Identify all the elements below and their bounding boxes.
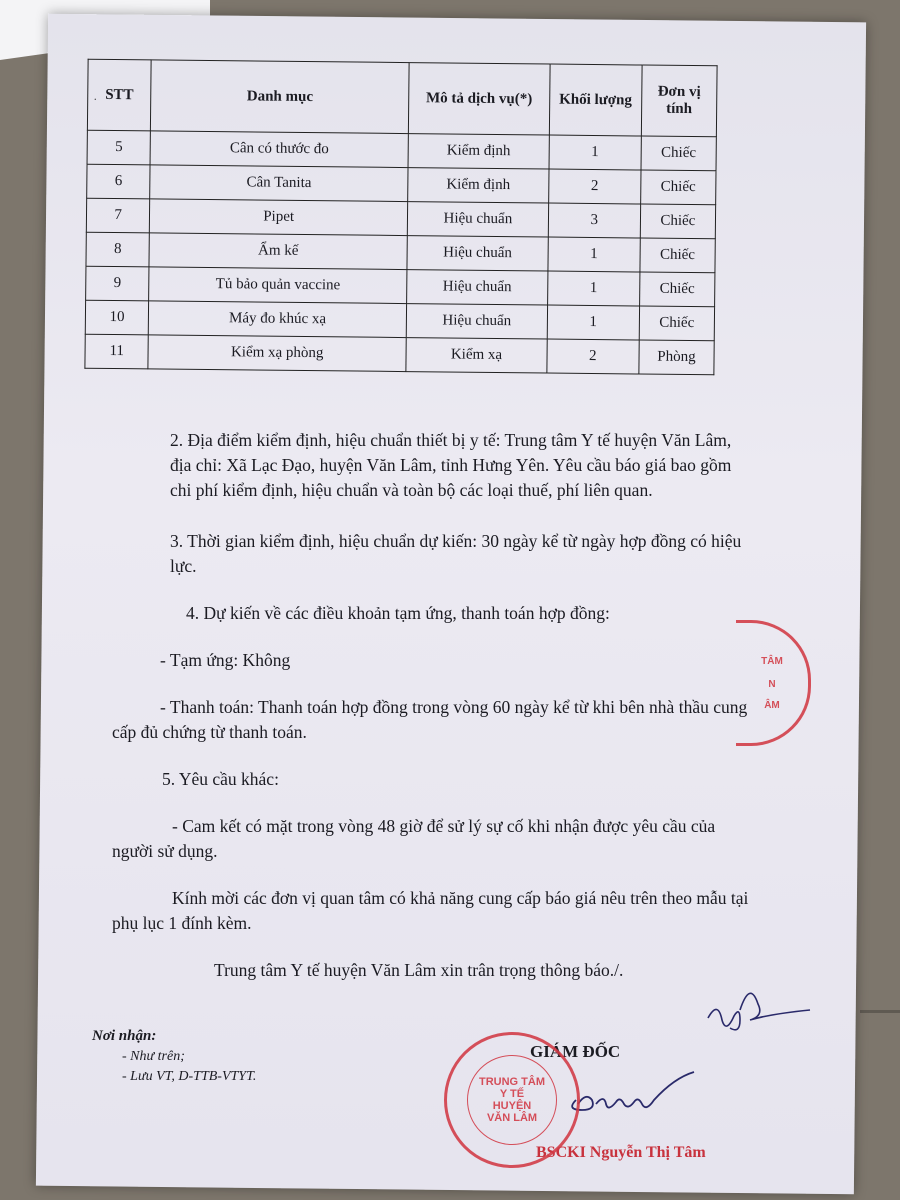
- cell-unit: Chiếc: [640, 170, 716, 205]
- header-stt: STT: [87, 59, 151, 131]
- seal-center: [467, 1055, 557, 1145]
- cell-description: Kiểm định: [408, 168, 549, 203]
- cell-category: Ẩm kế: [149, 233, 407, 270]
- seal-text-line: HUYỆN: [492, 1100, 532, 1112]
- commitment: - Cam kết có mặt trong vòng 48 giờ để sử lý sự cố khi nhận được yêu cầu của người sử dụng.: [112, 816, 716, 861]
- floor-tile-line: [860, 1010, 900, 1013]
- item-4-terms: 4. Dự kiến về các điều khoản tạm ứng, thanh toán hợp đồng:: [186, 603, 610, 623]
- cell-stt: 10: [85, 300, 149, 335]
- table-header-row: [87, 59, 717, 137]
- cell-description: Hiệu chuẩn: [407, 236, 548, 271]
- cell-quantity: 3: [548, 203, 640, 238]
- signer-name: BSCKI Nguyễn Thị Tâm: [536, 1144, 706, 1161]
- list-item: - Như trên;: [122, 1049, 392, 1065]
- seal-text-line: ÂM: [764, 699, 780, 711]
- cell-unit: Chiếc: [640, 204, 716, 239]
- payment-terms: - Thanh toán: Thanh toán hợp đồng trong vòng 60 ngày kể từ khi bên nhà thầu cung cấp đủ chứng từ thanh toán.: [112, 697, 748, 742]
- recipients-block: [92, 1028, 392, 1085]
- cell-unit: Chiếc: [641, 136, 717, 171]
- header-description: Mô tả dịch vụ(*): [408, 63, 549, 135]
- service-table: [84, 59, 717, 376]
- advance-payment: - Tạm ứng: Không: [160, 650, 291, 670]
- cell-description: Hiệu chuẩn: [407, 270, 548, 305]
- cell-description: Hiệu chuẩn: [406, 304, 547, 339]
- cell-quantity: 1: [547, 271, 639, 306]
- cell-stt: 6: [87, 164, 151, 199]
- recipients-title: Nơi nhận:: [92, 1028, 157, 1044]
- cell-description: Kiểm xạ: [406, 338, 547, 373]
- invitation: Kính mời các đơn vị quan tâm có khả năng cung cấp báo giá nêu trên theo mẫu tại phụ lục 1 đính kèm.: [112, 888, 749, 933]
- header-unit: Đơn vị tính: [641, 65, 717, 137]
- cell-quantity: 2: [548, 169, 640, 204]
- official-seal: [444, 1032, 580, 1168]
- cell-stt: 5: [87, 130, 151, 165]
- list-item: - Lưu VT, D-TTB-VTYT.: [122, 1069, 392, 1085]
- cell-stt: 11: [85, 334, 149, 369]
- cell-category: Cân có thước đo: [150, 131, 408, 168]
- initial-signature: [700, 990, 820, 1050]
- table-row: [85, 334, 714, 375]
- cell-category: Máy đo khúc xạ: [149, 301, 407, 338]
- item-2-location: 2. Địa điểm kiểm định, hiệu chuẩn thiết bị y tế: Trung tâm Y tế huyện Văn Lâm, địa chỉ: Xã Lạc Đạo, huyện Văn Lâm, tỉnh Hưng Yên. Yêu cầu báo giá bao gồm chi phí kiểm định, hiệu chuẩn và toàn bộ các loại thuế, phí liên quan.: [170, 430, 732, 500]
- seal-text-line: N: [768, 678, 776, 690]
- cell-category: Kiểm xạ phòng: [148, 335, 406, 372]
- signer-title: GIÁM ĐỐC: [530, 1042, 621, 1061]
- partial-seal-text: [761, 656, 783, 711]
- cell-quantity: 1: [548, 237, 640, 272]
- document-body: [86, 428, 786, 983]
- seal-text-line: VĂN LÂM: [486, 1112, 538, 1125]
- cell-unit: Chiếc: [640, 238, 716, 273]
- closing-line: Trung tâm Y tế huyện Văn Lâm xin trân trọng thông báo./.: [214, 960, 624, 980]
- header-category: Danh mục: [151, 60, 409, 134]
- cell-category: Cân Tanita: [150, 165, 408, 202]
- cell-category: Pipet: [150, 199, 408, 236]
- seal-text-line: Y TẾ: [499, 1087, 525, 1100]
- cell-unit: Chiếc: [639, 306, 715, 341]
- header-quantity: Khối lượng: [549, 64, 642, 136]
- cell-unit: Chiếc: [639, 272, 715, 307]
- item-3-duration: 3. Thời gian kiểm định, hiệu chuẩn dự kiến: 30 ngày kể từ ngày hợp đồng có hiệu lực.: [170, 531, 742, 576]
- seal-text-line: TRUNG TÂM: [479, 1075, 545, 1088]
- cell-unit: Phòng: [639, 340, 715, 375]
- cell-quantity: 1: [547, 305, 639, 340]
- cell-description: Kiểm định: [408, 134, 549, 169]
- cell-stt: 7: [86, 198, 150, 233]
- cell-stt: 9: [86, 266, 150, 301]
- cell-stt: 8: [86, 232, 150, 267]
- cell-category: Tủ bảo quản vaccine: [149, 267, 407, 304]
- cell-quantity: 2: [547, 339, 639, 374]
- seal-text-line: TÂM: [761, 655, 783, 667]
- cell-description: Hiệu chuẩn: [407, 202, 548, 237]
- recipients-list: [92, 1049, 392, 1085]
- margin-mark: ·: [93, 92, 98, 107]
- cell-quantity: 1: [549, 135, 641, 170]
- item-5-other: 5. Yêu cầu khác:: [162, 769, 279, 789]
